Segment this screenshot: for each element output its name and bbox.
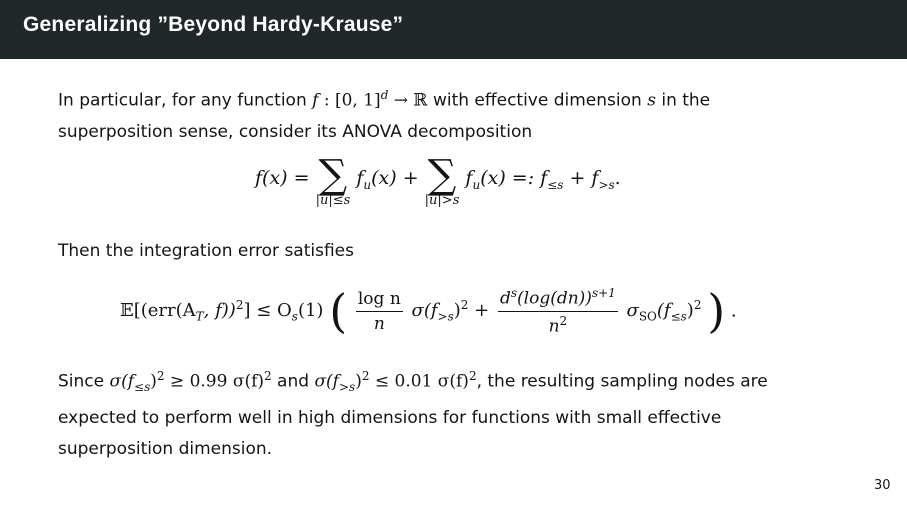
term-arg: (x) + (371, 167, 419, 189)
big-paren-close: ) (707, 284, 726, 339)
plus: + (468, 300, 490, 322)
numerator (498, 286, 618, 312)
text: , the resulting sampling nodes are (476, 371, 768, 392)
text: In particular, for any function (58, 90, 313, 111)
term-plus: + f (563, 167, 599, 189)
text: with effective dimension (427, 90, 648, 111)
eq2-sigma-1 (411, 298, 490, 324)
sub: >s (437, 309, 454, 324)
text: Since (58, 371, 110, 392)
eq-term-1 (356, 155, 418, 192)
paragraph-conclusion (58, 361, 858, 465)
paragraph-intro (58, 80, 858, 148)
denominator (549, 312, 568, 337)
math: ) (355, 371, 362, 392)
math-f: f (312, 90, 319, 111)
sum-subscript: |u|>s (424, 193, 460, 208)
math-d: d (380, 88, 389, 102)
summation-symbol: ∑ (318, 152, 348, 198)
text: n (548, 316, 560, 337)
sup: 2 (235, 298, 244, 313)
sup: s+1 (591, 286, 616, 300)
sum-small-u (315, 152, 351, 208)
math-colon: : (318, 90, 335, 111)
term-sub: ≤s (547, 177, 564, 192)
page-number: 30 (874, 478, 891, 493)
text: (1) (297, 300, 324, 322)
paragraph-conclusion-line-1 (58, 361, 858, 403)
eq-term-2 (465, 155, 620, 192)
period: . (730, 300, 737, 322)
eq2-lhs (120, 298, 324, 324)
text: ) (453, 300, 461, 322)
math: ) (150, 371, 157, 392)
term-sub: >s (598, 177, 615, 192)
text: (f (656, 300, 671, 322)
title-bar (0, 0, 907, 59)
fraction-log-n-over-n (356, 289, 403, 334)
term-f: f (465, 167, 473, 189)
sup: 2 (693, 298, 702, 313)
sum-subscript: |u|≤s (315, 193, 351, 208)
text: in the (655, 90, 711, 111)
term-f: f (356, 167, 364, 189)
eq2-sigma-2 (626, 298, 702, 324)
paragraph-error: Then the integration error satisfies (58, 241, 354, 261)
sub: SO (638, 309, 657, 324)
sub: ≤s (670, 309, 687, 324)
text: and (271, 371, 315, 392)
eq-lhs: f(x) = (255, 167, 310, 189)
sup: 2 (468, 369, 477, 383)
paragraph-conclusion-line-3: superposition dimension. (58, 439, 273, 460)
term-sub: u (363, 177, 372, 192)
paragraph-intro-line-2: superposition sense, consider its ANOVA decomposition (58, 121, 533, 142)
sup: 2 (156, 369, 165, 383)
math-s: s (647, 90, 656, 111)
math: σ(f (314, 371, 339, 392)
math: σ(f (109, 371, 135, 392)
equation-anova (255, 152, 621, 208)
sub: T (195, 309, 204, 324)
term-arg: (x) =: f (480, 167, 548, 189)
sum-large-u (424, 152, 460, 208)
sub: ≤s (134, 380, 151, 395)
paragraph-conclusion-line-2: expected to perform well in high dimensions for functions with small effective (58, 408, 722, 429)
math-arrow-reals: → ℝ (388, 90, 428, 111)
numerator: log n (356, 289, 403, 312)
math-domain: [0, 1] (334, 90, 381, 111)
expectation: 𝔼[(err(A (120, 300, 196, 322)
math: ≤ 0.01 σ(f) (369, 371, 469, 392)
equation-error-bound (120, 284, 737, 339)
fraction-log-dn (498, 286, 618, 336)
text: (log(dn)) (517, 288, 592, 309)
text: d (499, 288, 511, 309)
term-sub: u (472, 177, 481, 192)
summation-symbol: ∑ (427, 152, 457, 198)
sup: 2 (264, 369, 272, 383)
text: σ(f (411, 300, 438, 322)
text: ] ≤ O (243, 300, 292, 322)
big-paren-open: ( (329, 284, 348, 339)
text: , f)) (203, 300, 236, 322)
sup: s (510, 286, 518, 300)
text: σ (626, 300, 639, 322)
sup: 2 (460, 298, 469, 313)
paragraph-intro-line-1 (58, 80, 858, 117)
sub: >s (338, 380, 356, 395)
text: ) (686, 300, 694, 322)
slide-title: Generalizing ”Beyond Hardy-Krause” (23, 13, 404, 36)
sub: s (291, 309, 298, 324)
denominator: n (373, 313, 385, 334)
sup: 2 (559, 313, 568, 328)
sup: 2 (361, 369, 370, 383)
math: ≥ 0.99 σ(f) (164, 371, 264, 392)
term-period: . (614, 167, 621, 189)
